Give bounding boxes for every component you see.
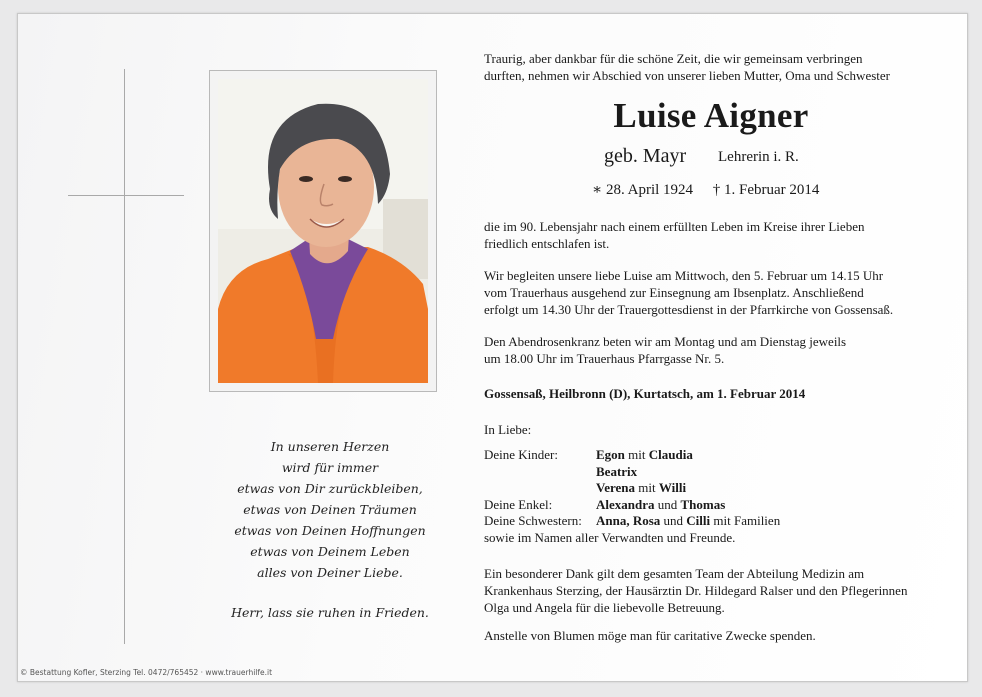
paragraph-line: erfolgt um 14.30 Uhr der Trauergottesdienst in der Pfarrkirche von Gossensaß. <box>484 302 894 317</box>
poem-line: alles von Deiner Liebe. <box>257 565 403 580</box>
death-date: † 1. Februar 2014 <box>712 182 820 198</box>
rosary-paragraph <box>484 333 954 367</box>
connector: und <box>654 496 681 512</box>
paragraph-line: Wir begleiten unsere liebe Luise am Mittwoch, den 5. Februar um 14.15 Uhr <box>484 268 884 283</box>
cross-vertical-bar <box>124 69 125 644</box>
place-date: Gossensaß, Heilbronn (D), Kurtatsch, am 1. Februar 2014 <box>484 386 806 401</box>
poem-line: etwas von Deinem Leben <box>250 544 410 559</box>
paragraph-line: vom Trauerhaus ausgehend zur Einsegnung am Ibsenplatz. Anschließend <box>484 285 864 300</box>
family-label: Deine Schwestern: <box>484 513 582 529</box>
deceased-name: Luise Aigner <box>613 96 809 135</box>
maiden-name: geb. Mayr <box>604 145 687 167</box>
connector: mit <box>624 447 649 462</box>
portrait-illustration <box>218 79 428 383</box>
partner-name: Claudia <box>648 447 693 462</box>
intro-text <box>484 50 954 84</box>
paragraph-line: Krankenhaus Sterzing, der Hausärztin Dr. Hildegard Ralser und den Pflegerinnen <box>484 583 908 598</box>
paragraph-line: Den Abendrosenkranz beten wir am Montag und am Dienstag jeweils <box>484 334 847 349</box>
paragraph-line: die im 90. Lebensjahr nach einem erfüllten Leben im Kreise ihrer Lieben <box>484 219 865 234</box>
footer-credit: © Bestattung Kofler, Sterzing Tel. 0472/765452 · www.trauerhilfe.it <box>20 668 273 677</box>
child-name: Egon <box>596 447 625 462</box>
family-label: Deine Enkel: <box>484 496 553 512</box>
flowers-note: Anstelle von Blumen möge man für caritative Zwecke spenden. <box>484 628 816 643</box>
thanks-paragraph <box>484 565 954 616</box>
paragraph-line: Olga und Angela für die liebevolle Betreuung. <box>484 600 725 615</box>
passing-paragraph <box>484 218 954 252</box>
intro-line: durften, nehmen wir Abschied von unserer lieben Mutter, Oma und Schwester <box>484 68 890 83</box>
poem-line: etwas von Deinen Träumen <box>243 502 417 517</box>
family-heading: In Liebe: <box>484 422 532 437</box>
birth-date: ∗ 28. April 1924 <box>592 182 694 198</box>
partner-name: Willi <box>658 480 687 496</box>
poem-line: etwas von Dir zurückbleiben, <box>237 481 423 496</box>
paragraph-line: friedlich entschlafen ist. <box>484 236 610 251</box>
grandchild-name: Alexandra <box>596 496 655 512</box>
relatives-line: sowie im Namen aller Verwandten und Freunde. <box>484 529 736 545</box>
poem-line: etwas von Deinen Hoffnungen <box>234 523 426 538</box>
funeral-paragraph <box>484 267 954 318</box>
family-label: Deine Kinder: <box>484 447 559 462</box>
poem <box>200 436 460 623</box>
child-name: Beatrix <box>596 463 638 479</box>
connector: mit Familien <box>710 513 781 529</box>
child-name: Verena <box>596 480 635 496</box>
cross-horizontal-bar <box>68 195 184 196</box>
intro-line: Traurig, aber dankbar für die schöne Zeit, die wir gemeinsam verbringen <box>484 51 863 66</box>
poem-line: In unseren Herzen <box>270 439 390 454</box>
portrait-photo <box>218 79 428 383</box>
poem-line: wird für immer <box>281 460 379 475</box>
occupation: Lehrerin i. R. <box>718 149 799 165</box>
paragraph-line: um 18.00 Uhr im Trauerhaus Pfarrgasse Nr. 5. <box>484 351 725 366</box>
grandchild-name: Thomas <box>680 496 726 512</box>
connector: und <box>660 513 687 529</box>
portrait-frame <box>209 70 437 392</box>
paragraph-line: Ein besonderer Dank gilt dem gesamten Team der Abteilung Medizin am <box>484 566 865 581</box>
sibling-names: Anna, Rosa <box>596 513 661 529</box>
sibling-name: Cilli <box>686 513 711 529</box>
poem-closing: Herr, lass sie ruhen in Frieden. <box>231 605 429 620</box>
connector: mit <box>635 480 659 496</box>
life-dates <box>592 180 819 200</box>
